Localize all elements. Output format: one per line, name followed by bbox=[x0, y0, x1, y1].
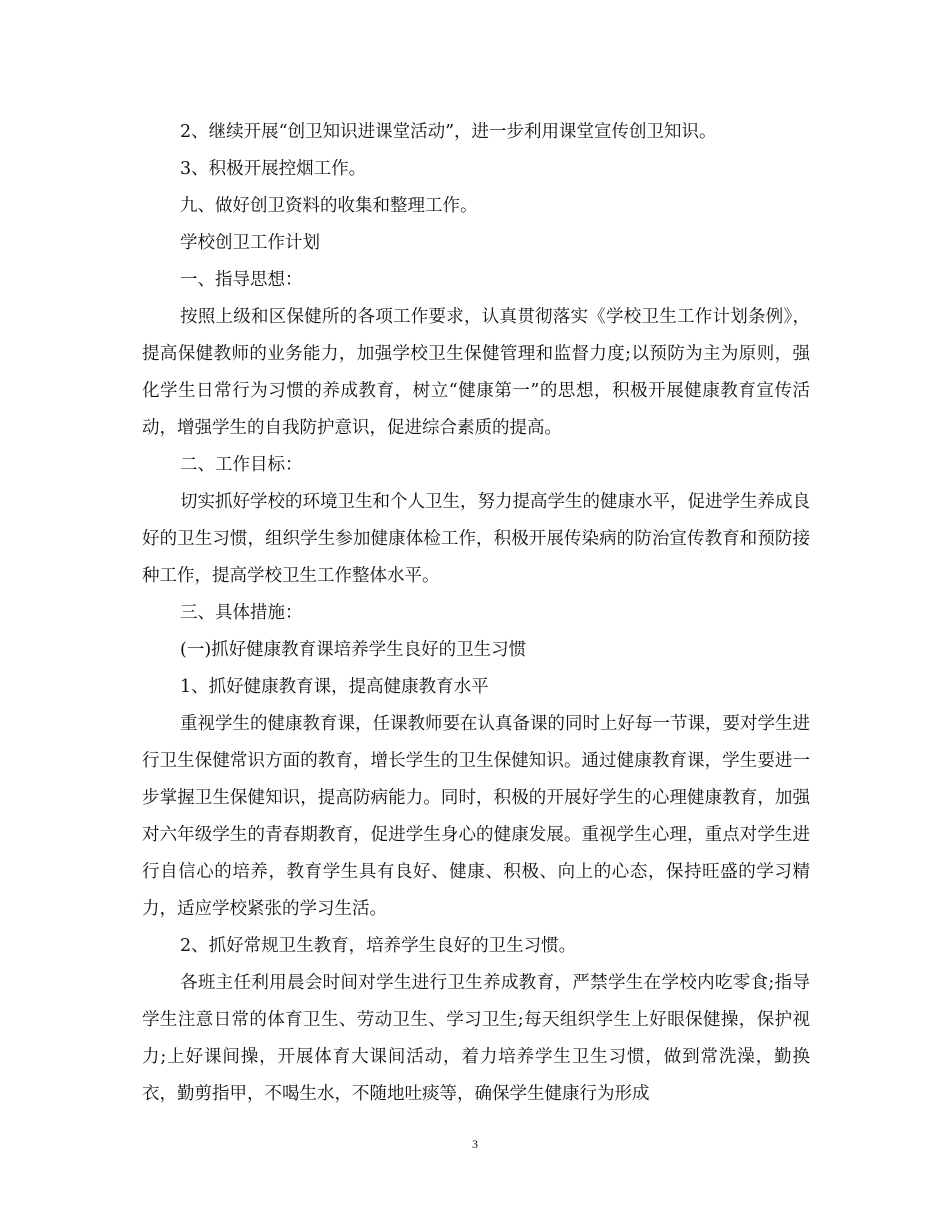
subsection-heading-health-class: (一)抓好健康教育课培养学生良好的卫生习惯 bbox=[180, 640, 527, 660]
document-subtitle: 学校创卫工作计划 bbox=[180, 233, 320, 253]
item-heading-routine-hygiene: 2、抓好常规卫生教育，培养学生良好的卫生习惯。 bbox=[180, 936, 577, 956]
item-heading-health-education: 1、抓好健康教育课，提高健康教育水平 bbox=[180, 677, 489, 697]
section-heading-guiding-thought: 一、指导思想： bbox=[180, 270, 303, 290]
page-number: 3 bbox=[472, 1137, 478, 1151]
paragraph-health-education: 重视学生的健康教育课，任课教师要在认真备课的同时上好每一节课，要对学生进行卫生保健常识方面的教育，增长学生的卫生保健知识。通过健康教育课，学生要进一步掌握卫生保健知识，提高防病能力。同时，积极的开展好学生的心理健康教育，加强对六年级学生的青春期教育，促进学生身心的健康发展。重视学生心理，重点对学生进行自信心的培养，教育学生具有良好、健康、积极、向上的心态，保持旺盛的学习精力，适应学校紧张的学习生活。 bbox=[142, 714, 810, 919]
document-body bbox=[142, 114, 810, 1113]
section-heading-nine: 九、做好创卫资料的收集和整理工作。 bbox=[180, 196, 478, 216]
paragraph-work-goal: 切实抓好学校的环境卫生和个人卫生，努力提高学生的健康水平，促进学生养成良好的卫生习惯，组织学生参加健康体检工作，积极开展传染病的防治宣传教育和预防接种工作，提高学校卫生工作整体水平。 bbox=[142, 492, 810, 586]
paragraph-guiding-thought: 按照上级和区保健所的各项工作要求，认真贯彻落实《学校卫生工作计划条例》，提高保健教师的业务能力，加强学校卫生保健管理和监督力度;以预防为主为原则，强化学生日常行为习惯的养成教育，树立“健康第一”的思想，积极开展健康教育宣传活动，增强学生的自我防护意识，促进综合素质的提高。 bbox=[142, 307, 810, 438]
paragraph-item-3-smoking-control: 3、积极开展控烟工作。 bbox=[180, 159, 367, 179]
paragraph-item-2-classroom: 2、继续开展“创卫知识进课堂活动”，进一步利用课堂宣传创卫知识。 bbox=[180, 122, 717, 142]
section-heading-measures: 三、具体措施： bbox=[180, 603, 303, 623]
paragraph-routine-hygiene: 各班主任利用晨会时间对学生进行卫生养成教育，严禁学生在学校内吃零食;指导学生注意日常的体育卫生、劳动卫生、学习卫生;每天组织学生上好眼保健操，保护视力;上好课间操，开展体育大课间活动，着力培养学生卫生习惯，做到常洗澡，勤换衣，勤剪指甲，不喝生水，不随地吐痰等，确保学生健康行为形成 bbox=[142, 973, 810, 1104]
section-heading-work-goal: 二、工作目标： bbox=[180, 455, 303, 475]
